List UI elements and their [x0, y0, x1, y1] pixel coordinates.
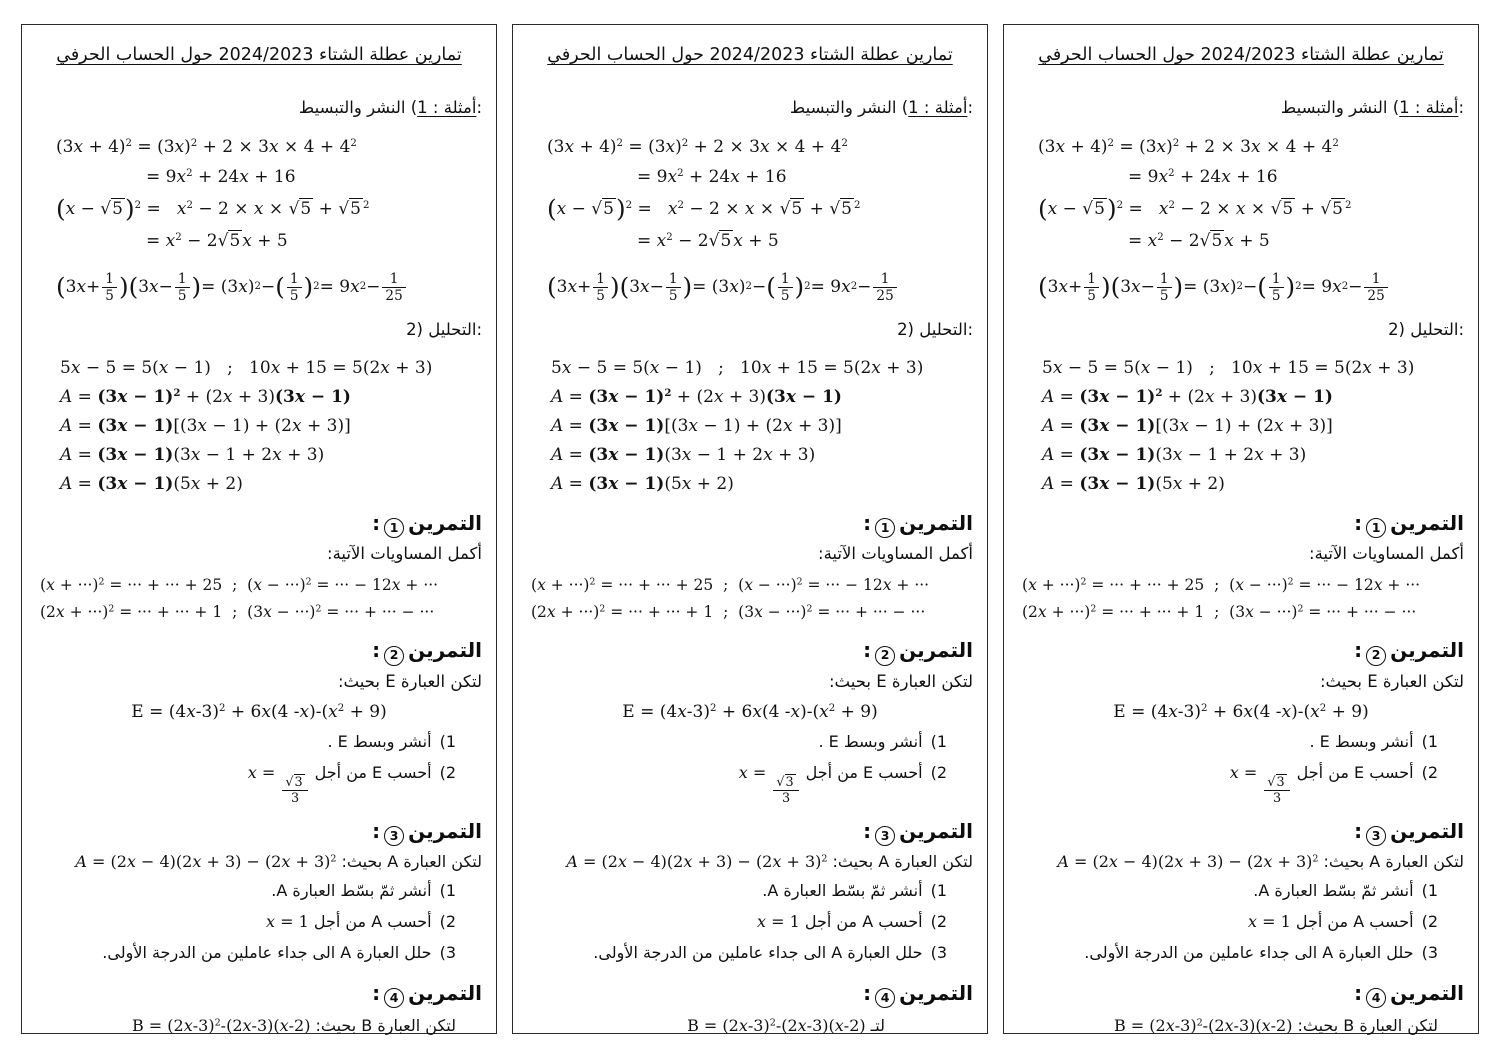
panel-title: [527, 43, 973, 68]
exercise-3-item: [527, 937, 973, 968]
exercise-colon: :: [863, 818, 872, 843]
math-line: $(3x + 4)^2 = (3x)^2 + 2 \times 3x \times 4 + 4^2$: [1038, 137, 1339, 158]
exercise-colon: :: [1354, 638, 1363, 663]
exercise-word: التمرين: [408, 511, 482, 536]
factoring-header: [36, 318, 482, 342]
fraction: $\frac{1}{5}$: [593, 271, 608, 304]
exercise-2-item: [36, 757, 482, 806]
worksheet-panel: [21, 24, 497, 1034]
exercise-number-badge: 1: [1366, 518, 1386, 538]
math-line: $(x + \cdot\cdot\cdot)^2$ = ··· + ··· + 25 ; $(x - \cdot\cdot\cdot)^2$ = ··· − 12x + ···: [1022, 576, 1421, 595]
radical: √5: [338, 199, 361, 220]
exercise-4-line: [36, 1014, 482, 1037]
exercise-word: التمرين: [899, 511, 973, 536]
examples-header-text: ) النشر والتبسيط:: [1280, 98, 1464, 118]
exercise-2-heading: [1018, 636, 1464, 665]
exercise-3-formula: $A = (2x - 4)(2x + 3) - (2x + 3)^2$: [1057, 851, 1319, 871]
item-marker: 1): [1421, 880, 1438, 900]
math-line: = $9x^2 + 24x + 16$: [1128, 167, 1278, 188]
exercise-word: التمرين: [899, 980, 973, 1005]
item-math: x = 1: [266, 912, 309, 932]
examples-header-text: ) النشر والتبسيط:: [789, 98, 973, 118]
big-paren: (: [56, 194, 66, 224]
item-text: أنشر وبسط E .: [327, 732, 432, 752]
fraction: $\frac{1}{25}$: [1364, 271, 1387, 304]
item-marker: 3): [1421, 943, 1438, 963]
exercise-number-badge: 3: [1366, 826, 1386, 846]
exercise-2-intro: لتكن العبارة E بحيث:: [1319, 671, 1464, 691]
math-line: $(2x + \cdot\cdot\cdot)^2$ = ··· + ··· + 1 ; $(3x - \cdot\cdot\cdot)^2$ = ··· + ··· − ···: [1022, 603, 1417, 622]
fraction: $\frac{1}{5}$: [1157, 271, 1172, 304]
item-marker: 3): [439, 943, 456, 963]
exercise-1-heading: [527, 509, 973, 538]
exercise-3-intro-line: [1018, 850, 1464, 873]
item-text: أنشر ثمّ بسّط العبارة A.: [762, 880, 923, 900]
item-marker: 2): [439, 912, 456, 932]
exercise-4-line: [527, 1014, 973, 1037]
item-text: حلل العبارة A الى جداء عاملين من الدرجة الأولى.: [593, 943, 923, 963]
exercise-word: التمرين: [899, 638, 973, 663]
radical: √5: [591, 199, 614, 220]
exercise-3-item: [527, 875, 973, 906]
fraction: $\frac{1}{5}$: [102, 271, 117, 304]
math-line: $(x - √5)^2 = x^2 - 2 \times x \times √5 + √5$ $^2$: [56, 194, 370, 224]
math-line: = $x^2 - 2√5$ x + 5: [146, 231, 288, 252]
exercise-2-formula-line: [527, 700, 973, 725]
math-line: A = (3x − 1)[(3x − 1) + (2x + 3)]: [1042, 416, 1333, 437]
math-line: $A = (3x - 1)^2 + (2x + 3)(3x - 1)$: [551, 387, 842, 408]
exercise-2-item: [1018, 757, 1464, 806]
exercise-1-heading: [36, 509, 482, 538]
item-math: x = $\frac{√3}{3}$: [1230, 763, 1292, 782]
fraction: $\frac{√3}{3}$: [1264, 775, 1289, 806]
fraction: $\frac{√3}{3}$: [282, 775, 307, 806]
examples-label: أمثلة : 1: [1399, 98, 1459, 118]
exercise-number-badge: 4: [875, 988, 895, 1008]
exercise-colon: :: [372, 638, 381, 663]
exercise-4-heading: [36, 979, 482, 1008]
item-marker: 1): [439, 880, 456, 900]
examples-header: [36, 96, 482, 120]
math-line: ( 3 x + $\frac{1}{5}$ ) ( 3 x − $\frac{1}{5}$ ) = (3 x ) 2 − ( $\frac{1}{5}$ ) 2 = 9 x 2 − $\frac{1}{25}$: [1038, 264, 1464, 310]
exercise-3-item: [36, 875, 482, 906]
math-line: A = (3x − 1)(3x − 1 + 2x + 3): [60, 445, 325, 466]
exercise-2-formula: $E = (4x-3)^2 + 6x(4$ $-x)-(x^2 + 9)$: [622, 701, 878, 722]
exercise-3-intro-line: [527, 850, 973, 873]
big-paren: (: [547, 194, 557, 224]
exercise-2-intro: لتكن العبارة E بحيث:: [828, 671, 973, 691]
exercise-2-item: [36, 726, 482, 757]
math-line: ( 3 x + $\frac{1}{5}$ ) ( 3 x − $\frac{1}{5}$ ) = (3 x ) 2 − ( $\frac{1}{5}$ ) 2 = 9 x 2 − $\frac{1}{25}$: [547, 264, 973, 310]
expansion-examples-block: [36, 132, 482, 310]
radical: √5: [779, 199, 803, 220]
math-line: A = (3x − 1)[(3x − 1) + (2x + 3)]: [551, 416, 842, 437]
item-text: أحسب A من أجل: [804, 912, 923, 932]
radical: √5: [1082, 199, 1105, 220]
item-marker: 3): [930, 943, 947, 963]
fraction: $\frac{1}{5}$: [1084, 271, 1099, 304]
math-line: A = (3x − 1)(5x + 2): [551, 474, 734, 495]
radical: √5: [288, 199, 312, 220]
radical: √3: [1267, 775, 1285, 791]
panel-title-text: تمارين عطلة الشتاء 2024/2023 حول الحساب الحرفي: [547, 45, 953, 65]
exercise-2-item: [527, 726, 973, 757]
examples-label: أمثلة : 1: [908, 98, 968, 118]
math-line: 5x − 5 = 5(x − 1) ; 10x + 15 = 5(2x + 3): [60, 358, 433, 379]
math-line: 5x − 5 = 5(x − 1) ; 10x + 15 = 5(2x + 3): [1042, 358, 1415, 379]
big-paren: ): [124, 194, 135, 224]
factoring-header: [1018, 318, 1464, 342]
exercise-1-heading: [1018, 509, 1464, 538]
math-line: $(2x + \cdot\cdot\cdot)^2$ = ··· + ··· + 1 ; $(3x - \cdot\cdot\cdot)^2$ = ··· + ··· − ···: [40, 603, 435, 622]
math-line: $A = (3x - 1)^2 + (2x + 3)(3x - 1)$: [60, 387, 351, 408]
math-line: $(3x + 4)^2 = (3x)^2 + 2 \times 3x \times 4 + 4^2$: [547, 137, 848, 158]
exercise-2-formula-line: [36, 700, 482, 725]
exercise-2-formula: $E = (4x-3)^2 + 6x(4$ $-x)-(x^2 + 9)$: [131, 701, 387, 722]
exercise-3-intro-text: لتكن العبارة A بحيث:: [1323, 851, 1464, 871]
exercise-2-item: [1018, 726, 1464, 757]
radical: √5: [1199, 231, 1223, 252]
math-line: $(x - √5)^2 = x^2 - 2 \times x \times √5 + √5$ $^2$: [1038, 194, 1352, 224]
exercise-1-intro: أكمل المساويات الآتية:: [327, 544, 482, 564]
item-math: x = 1: [1248, 912, 1291, 932]
factoring-examples-block: [1018, 354, 1464, 499]
radical: √5: [1320, 199, 1343, 220]
exercise-colon: :: [863, 980, 872, 1005]
exercise-3-item: [1018, 875, 1464, 906]
examples-header: [1018, 96, 1464, 120]
exercise-word: التمرين: [408, 980, 482, 1005]
examples-label: أمثلة : 1: [417, 98, 477, 118]
exercise-1-intro: أكمل المساويات الآتية:: [1309, 544, 1464, 564]
fraction: $\frac{1}{5}$: [175, 271, 190, 304]
exercise-3-item: [36, 937, 482, 968]
item-marker: 2): [1421, 763, 1438, 783]
exercise-3-formula: $A = (2x - 4)(2x + 3) - (2x + 3)^2$: [566, 851, 828, 871]
item-text: أنشر ثمّ بسّط العبارة A.: [1253, 880, 1414, 900]
exercise-colon: :: [1354, 511, 1363, 536]
math-line: $(x + \cdot\cdot\cdot)^2$ = ··· + ··· + 25 ; $(x - \cdot\cdot\cdot)^2$ = ··· − 12x + ···: [40, 576, 439, 595]
fraction: $\frac{1}{25}$: [873, 271, 896, 304]
expansion-examples-block: [527, 132, 973, 310]
exercise-4-text: لتكن العبارة B بحيث:: [1297, 1015, 1438, 1035]
exercise-colon: :: [1354, 818, 1363, 843]
exercise-colon: :: [372, 980, 381, 1005]
item-math: x = $\frac{√3}{3}$: [248, 763, 310, 782]
exercise-2-intro: لتكن العبارة E بحيث:: [337, 671, 482, 691]
math-line: A = (3x − 1)[(3x − 1) + (2x + 3)]: [60, 416, 351, 437]
fraction: $\frac{1}{5}$: [666, 271, 681, 304]
item-marker: 2): [439, 763, 456, 783]
item-math: x = $\frac{√3}{3}$: [739, 763, 801, 782]
worksheet-panel: [1003, 24, 1479, 1034]
exercise-4-heading: [527, 979, 973, 1008]
radical: √3: [776, 775, 794, 791]
math-line: $(x + \cdot\cdot\cdot)^2$ = ··· + ··· + 25 ; $(x - \cdot\cdot\cdot)^2$ = ··· − 12x + ···: [531, 576, 930, 595]
item-marker: 1): [1421, 732, 1438, 752]
item-text: أنشر وبسط E .: [818, 732, 923, 752]
exercise-colon: :: [1354, 980, 1363, 1005]
exercise-2-heading: [527, 636, 973, 665]
fraction: $\frac{1}{5}$: [287, 271, 302, 304]
item-text: أحسب A من أجل: [1295, 912, 1414, 932]
item-marker: 1): [930, 732, 947, 752]
factoring-header: [527, 318, 973, 342]
exercise-3-intro-text: لتكن العبارة A بحيث:: [341, 851, 482, 871]
exercise-number-badge: 3: [384, 826, 404, 846]
panel-title-text: تمارين عطلة الشتاء 2024/2023 حول الحساب الحرفي: [56, 45, 462, 65]
exercise-3-item: [527, 906, 973, 937]
exercise-colon: :: [863, 511, 872, 536]
exercise-4-line: [1018, 1014, 1464, 1037]
fraction: $\frac{1}{5}$: [778, 271, 793, 304]
item-marker: 2): [1421, 912, 1438, 932]
math-line: ( 3 x + $\frac{1}{5}$ ) ( 3 x − $\frac{1}{5}$ ) = (3 x ) 2 − ( $\frac{1}{5}$ ) 2 = 9 x 2 − $\frac{1}{25}$: [56, 264, 482, 310]
math-line: A = (3x − 1)(5x + 2): [1042, 474, 1225, 495]
exercise-2-heading: [36, 636, 482, 665]
exercise-2-formula-line: [1018, 700, 1464, 725]
radical: √5: [217, 231, 241, 252]
exercise-colon: :: [372, 818, 381, 843]
item-text: أنشر وبسط E .: [1309, 732, 1414, 752]
examples-header-text: ) النشر والتبسيط:: [298, 98, 482, 118]
expansion-examples-block: [1018, 132, 1464, 310]
exercise-number-badge: 3: [875, 826, 895, 846]
math-line: = $9x^2 + 24x + 16$: [146, 167, 296, 188]
item-text: أحسب A من أجل: [313, 912, 432, 932]
item-marker: 2): [930, 912, 947, 932]
exercise-4-text: لتـ: [870, 1015, 885, 1035]
math-line: = $x^2 - 2√5$ x + 5: [637, 231, 779, 252]
exercise-3-formula: $A = (2x - 4)(2x + 3) - (2x + 3)^2$: [75, 851, 337, 871]
exercise-number-badge: 4: [1366, 988, 1386, 1008]
exercise-2-item: [527, 757, 973, 806]
math-line: $A = (3x - 1)^2 + (2x + 3)(3x - 1)$: [1042, 387, 1333, 408]
exercise-3-heading: [1018, 817, 1464, 846]
exercise-number-badge: 1: [384, 518, 404, 538]
item-text: أنشر ثمّ بسّط العبارة A.: [271, 880, 432, 900]
exercise-3-item: [36, 906, 482, 937]
exercise-word: التمرين: [1390, 638, 1464, 663]
math-line: $(x - √5)^2 = x^2 - 2 \times x \times √5 + √5$ $^2$: [547, 194, 861, 224]
radical: √5: [829, 199, 852, 220]
math-line: 5x − 5 = 5(x − 1) ; 10x + 15 = 5(2x + 3): [551, 358, 924, 379]
panel-title: [1018, 43, 1464, 68]
exercise-number-badge: 4: [384, 988, 404, 1008]
exercise-4-formula: $B = (2x-3)^2-(2x-3)(x-2)$: [1113, 1015, 1293, 1035]
item-text: حلل العبارة A الى جداء عاملين من الدرجة الأولى.: [102, 943, 432, 963]
worksheet-panel: [512, 24, 988, 1034]
factoring-header-text: 2) التحليل:: [406, 320, 482, 340]
exercise-4-formula: $B = (2x-3)^2-(2x-3)(x-2)$: [687, 1015, 866, 1035]
factoring-examples-block: [36, 354, 482, 499]
math-line: $(2x + \cdot\cdot\cdot)^2$ = ··· + ··· + 1 ; $(3x - \cdot\cdot\cdot)^2$ = ··· + ··· − ···: [531, 603, 926, 622]
big-paren: ): [1106, 194, 1117, 224]
item-text: أحسب E من أجل: [1296, 763, 1414, 783]
item-text: حلل العبارة A الى جداء عاملين من الدرجة الأولى.: [1084, 943, 1414, 963]
radical: √5: [708, 231, 732, 252]
math-line: A = (3x − 1)(3x − 1 + 2x + 3): [551, 445, 816, 466]
exercise-word: التمرين: [1390, 511, 1464, 536]
exercise-number-badge: 1: [875, 518, 895, 538]
item-math: x = 1: [757, 912, 800, 932]
exercise-word: التمرين: [1390, 980, 1464, 1005]
panel-title: [36, 43, 482, 68]
fraction: $\frac{1}{5}$: [1269, 271, 1284, 304]
exercise-word: التمرين: [899, 818, 973, 843]
exercise-4-formula: $B = (2x-3)^2-(2x-3)(x-2)$: [131, 1015, 311, 1035]
exercise-word: التمرين: [408, 818, 482, 843]
math-line: A = (3x − 1)(3x − 1 + 2x + 3): [1042, 445, 1307, 466]
exercise-3-item: [1018, 937, 1464, 968]
exercise-3-intro-line: [36, 850, 482, 873]
exercise-1-equations: [1018, 572, 1464, 626]
panel-title-text: تمارين عطلة الشتاء 2024/2023 حول الحساب الحرفي: [1038, 45, 1444, 65]
exercise-1-equations: [36, 572, 482, 626]
fraction: $\frac{1}{25}$: [382, 271, 405, 304]
item-text: أحسب E من أجل: [805, 763, 923, 783]
factoring-header-text: 2) التحليل:: [1388, 320, 1464, 340]
exercise-number-badge: 2: [875, 646, 895, 666]
exercise-3-item: [1018, 906, 1464, 937]
exercise-3-intro-text: لتكن العبارة A بحيث:: [832, 851, 973, 871]
big-paren: ): [615, 194, 626, 224]
exercise-4-heading: [1018, 979, 1464, 1008]
exercise-colon: :: [863, 638, 872, 663]
math-line: = $9x^2 + 24x + 16$: [637, 167, 787, 188]
exercise-1-equations: [527, 572, 973, 626]
exercise-3-heading: [527, 817, 973, 846]
exercise-colon: :: [372, 511, 381, 536]
exercise-word: التمرين: [408, 638, 482, 663]
item-marker: 2): [930, 763, 947, 783]
item-marker: 1): [439, 732, 456, 752]
exercise-word: التمرين: [1390, 818, 1464, 843]
math-line: A = (3x − 1)(5x + 2): [60, 474, 243, 495]
item-text: أحسب E من أجل: [314, 763, 432, 783]
radical: √5: [1270, 199, 1294, 220]
radical: √3: [285, 775, 303, 791]
factoring-examples-block: [527, 354, 973, 499]
exercise-4-text: لتكن العبارة B بحيث:: [315, 1015, 456, 1035]
exercise-1-intro: أكمل المساويات الآتية:: [818, 544, 973, 564]
examples-header: [527, 96, 973, 120]
item-marker: 1): [930, 880, 947, 900]
exercise-3-heading: [36, 817, 482, 846]
math-line: $(3x + 4)^2 = (3x)^2 + 2 \times 3x \times 4 + 4^2$: [56, 137, 357, 158]
exercise-number-badge: 2: [1366, 646, 1386, 666]
factoring-header-text: 2) التحليل:: [897, 320, 973, 340]
big-paren: (: [1038, 194, 1048, 224]
radical: √5: [100, 199, 123, 220]
exercise-number-badge: 2: [384, 646, 404, 666]
math-line: = $x^2 - 2√5$ x + 5: [1128, 231, 1270, 252]
fraction: $\frac{√3}{3}$: [773, 775, 798, 806]
exercise-2-formula: $E = (4x-3)^2 + 6x(4$ $-x)-(x^2 + 9)$: [1113, 701, 1369, 722]
